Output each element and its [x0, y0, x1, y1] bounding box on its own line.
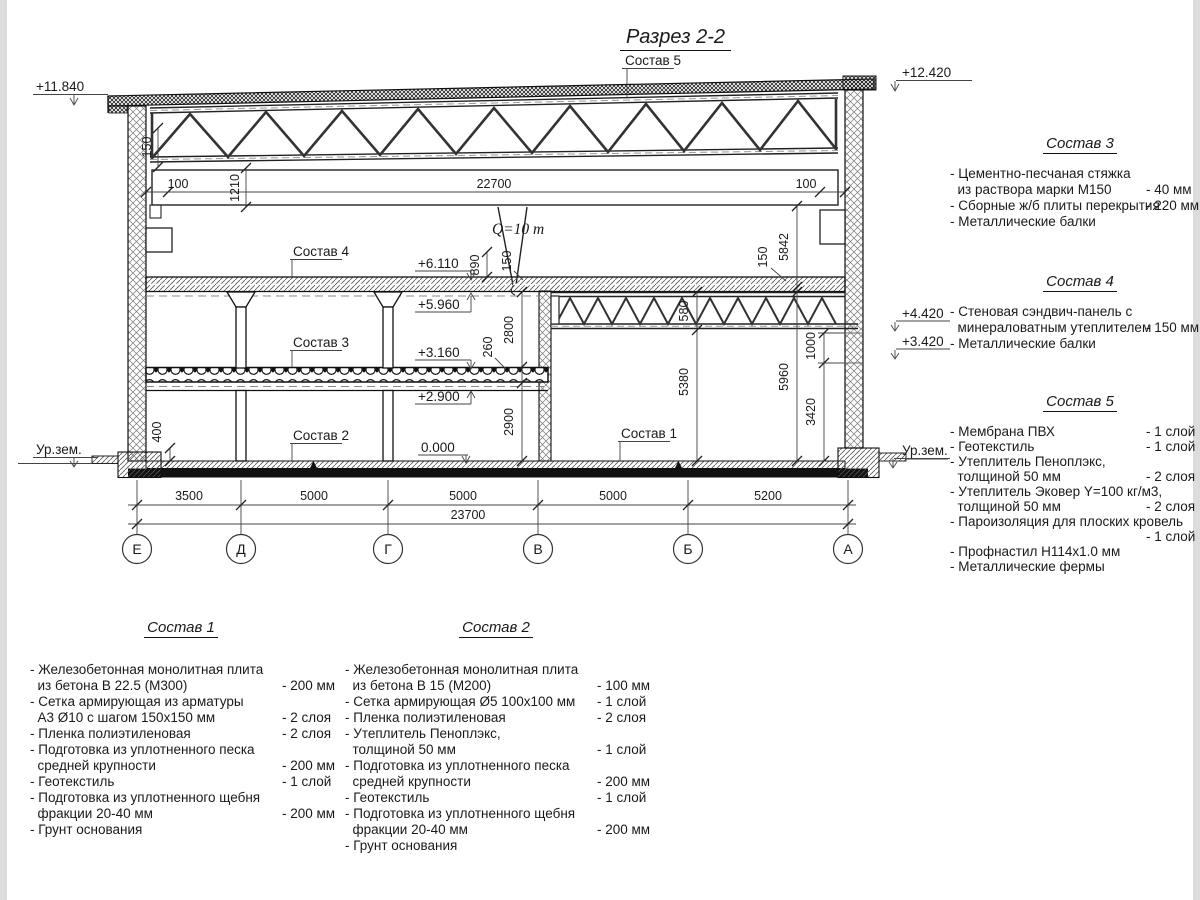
- spec-value: - 1 слой: [1146, 439, 1196, 454]
- spec-line: [950, 499, 1200, 514]
- spec-line: [345, 774, 651, 790]
- spec-line: [345, 806, 647, 822]
- dim-150-mid: 150: [500, 250, 514, 272]
- crane-beam: [141, 170, 850, 205]
- spec-text: - Металлические фермы: [950, 559, 1105, 574]
- spec-line: [950, 320, 1200, 336]
- spec-line: [30, 790, 332, 806]
- column-d-upper: [236, 307, 246, 368]
- sostav-5-panel: [950, 394, 1200, 574]
- spec-line: [345, 758, 647, 774]
- spec-value: - 2 слоя: [597, 710, 647, 725]
- spec-text: - Грунт основания: [345, 838, 458, 853]
- spec-text: - Металлические балки: [950, 336, 1096, 351]
- dim-1210: 1210: [228, 174, 242, 202]
- spec-text: средней крупности: [30, 758, 156, 773]
- spec-line: [30, 662, 332, 678]
- dim-23700: 23700: [450, 508, 486, 522]
- dim-580: 580: [677, 300, 691, 322]
- footing-right: [838, 448, 879, 478]
- spec-text: фракции 20-40 мм: [345, 822, 468, 837]
- eaves-block-left: [109, 106, 127, 113]
- label-sostav-5: Состав 5: [625, 53, 681, 68]
- ground-level-right: Ур.зем.: [902, 443, 948, 458]
- spec-line: [950, 454, 1200, 469]
- spec-text: - Профнастил Н114х1.0 мм: [950, 544, 1121, 559]
- spec-text: - Геотекстиль: [30, 774, 115, 789]
- ground-level-left: Ур.зем.: [36, 442, 82, 457]
- spec-text: - Пароизоляция для плоских кровель: [950, 514, 1184, 529]
- sostav-3-panel: [950, 136, 1200, 230]
- spec-line: [30, 806, 336, 822]
- column-d-lower: [236, 391, 246, 462]
- hook-line-1: [498, 207, 513, 285]
- label-sostav-4: Состав 4: [293, 244, 349, 259]
- dim-150-right: 150: [756, 246, 770, 268]
- spec-text: - Грунт основания: [30, 822, 143, 837]
- grid-axis-b: Б: [683, 541, 693, 557]
- spec-value: - 2 слоя: [282, 710, 332, 725]
- spec-line: [30, 726, 332, 742]
- hook-line-2: [516, 207, 527, 285]
- elev-4420: +4.420: [902, 306, 944, 321]
- label-sostav-1: Состав 1: [621, 426, 677, 441]
- spec-line: [950, 182, 1200, 198]
- dim-5842: 5842: [777, 233, 791, 261]
- spec-text: - Подготовка из уплотненного щебня: [345, 806, 576, 821]
- sostav-1-heading: Состав 1: [30, 620, 332, 636]
- spec-value: - 200 мм: [597, 774, 651, 789]
- screed-band: [146, 461, 845, 469]
- spec-line: [950, 544, 1200, 559]
- spec-text: - Мембрана ПВХ: [950, 424, 1055, 439]
- dim-1000: 1000: [804, 332, 818, 360]
- spec-value: - 2 слоя: [282, 726, 332, 741]
- spec-text: - Металлические балки: [950, 214, 1096, 229]
- capital-g: [374, 292, 402, 307]
- crane-capacity-label: Q=10 т: [492, 221, 545, 238]
- column-g-upper: [383, 307, 393, 368]
- spec-value: - 1 слой: [597, 694, 647, 709]
- dim-5380: 5380: [677, 368, 691, 396]
- spec-line: [950, 514, 1200, 529]
- sostav-4-items: [950, 304, 1200, 352]
- dim-150-left: 150: [140, 136, 154, 158]
- spec-value: - 1 слой: [282, 774, 332, 789]
- rtruss-diagonals: [556, 298, 836, 324]
- grid-axis-a: А: [843, 541, 853, 557]
- spec-value: - 40 мм: [1146, 182, 1192, 197]
- grid-axis-e: Е: [132, 541, 142, 557]
- spec-text: средней крупности: [345, 774, 471, 789]
- spec-line: [950, 304, 1200, 320]
- elev-0000: 0.000: [421, 440, 455, 455]
- spec-text: из бетона В 22.5 (М300): [30, 678, 188, 693]
- sostav-3-items: [950, 166, 1200, 230]
- spec-value: - 2 слоя: [1146, 469, 1196, 484]
- spec-text: - Геотекстиль: [345, 790, 430, 805]
- spec-line: [345, 838, 647, 854]
- drawing-title: [558, 26, 793, 49]
- spec-text: - Железобетонная монолитная плита: [30, 662, 264, 677]
- rtruss-seat-left: [551, 296, 559, 324]
- spec-text: минераловатным утеплителем: [950, 320, 1152, 335]
- dim-400: 400: [150, 421, 164, 443]
- spec-text: фракции 20-40 мм: [30, 806, 153, 821]
- dim-2800: 2800: [502, 316, 516, 344]
- spec-text: толщиной 50 мм: [345, 742, 456, 757]
- spec-text: толщиной 50 мм: [950, 499, 1061, 514]
- spec-value: - 200 мм: [597, 822, 651, 837]
- spec-line: [950, 529, 1200, 544]
- sostav-2-heading: Состав 2: [345, 620, 647, 636]
- spec-value: - 1 слой: [1146, 529, 1196, 544]
- truss-bottom-chord-2: [150, 153, 838, 162]
- spec-line: [950, 198, 1200, 214]
- spec-text: толщиной 50 мм: [950, 469, 1061, 484]
- spec-value: - 220 мм: [1146, 198, 1200, 213]
- truss-bottom-chord: [150, 148, 838, 157]
- wall-left: [128, 106, 146, 461]
- corbel-left: [146, 228, 172, 252]
- grid-axis-d: Д: [236, 541, 246, 557]
- dim-5000-2: 5000: [449, 489, 477, 503]
- sostav-5-items: [950, 424, 1200, 574]
- spec-line: [950, 424, 1200, 439]
- spec-line: [345, 742, 647, 758]
- spec-text: - Сетка армирующая Ø5 100х100 мм: [345, 694, 576, 709]
- spec-value: - 1 слой: [1146, 424, 1196, 439]
- dimensions-bottom: [128, 480, 856, 534]
- spec-line: [950, 484, 1200, 499]
- spec-line: [345, 790, 647, 806]
- spec-line: [30, 774, 332, 790]
- spec-line: [950, 559, 1200, 574]
- dim-100-left: 100: [167, 177, 189, 191]
- spec-line: [950, 336, 1200, 352]
- dim-2900: 2900: [502, 408, 516, 436]
- spec-line: [30, 694, 332, 710]
- dim-3420: 3420: [804, 398, 818, 426]
- spec-line: [345, 694, 647, 710]
- column-g-lower: [383, 391, 393, 462]
- sostav-3-heading: Состав 3: [950, 136, 1200, 152]
- spec-value: - 200 мм: [282, 758, 336, 773]
- parapet-right: [843, 76, 876, 90]
- spec-value: - 200 мм: [282, 806, 336, 821]
- dim-100-right: 100: [795, 177, 817, 191]
- spec-text: - Стеновая сэндвич-панель с: [950, 304, 1133, 319]
- grid-axis-g: Г: [384, 541, 392, 557]
- dim-5200: 5200: [754, 489, 782, 503]
- spec-text: - Цементно-песчаная стяжка: [950, 166, 1131, 181]
- spec-line: [950, 469, 1200, 484]
- spec-value: - 200 мм: [282, 678, 336, 693]
- spec-line: [345, 678, 651, 694]
- spec-line: [345, 822, 651, 838]
- footing-left: [118, 452, 161, 478]
- spec-line: [345, 662, 647, 678]
- hollow-core-band: [146, 368, 548, 383]
- spec-value: - 1 слой: [597, 742, 647, 757]
- composition-leaders: [290, 53, 681, 461]
- spec-line: [950, 439, 1200, 454]
- right-truss: [551, 293, 858, 329]
- elev-3160: +3.160: [418, 345, 460, 360]
- spec-line: [30, 742, 332, 758]
- roof-slab: [108, 79, 874, 106]
- dim-890: 890: [468, 254, 482, 276]
- sostav-1-panel: [30, 619, 336, 838]
- elev-3420: +3.420: [902, 334, 944, 349]
- dim-5000-3: 5000: [599, 489, 627, 503]
- capital-d: [227, 292, 255, 307]
- spec-line: [950, 214, 1200, 230]
- bearing-left: [150, 205, 161, 218]
- sostav-2-items: [345, 662, 651, 854]
- wall-right: [845, 90, 863, 448]
- spec-line: [30, 822, 332, 838]
- spec-value: - 150 мм: [1146, 320, 1200, 335]
- label-sostav-2: Состав 2: [293, 428, 349, 443]
- floor-3160: [146, 368, 548, 391]
- dim-260: 260: [481, 336, 495, 358]
- spec-text: - Утеплитель Пеноплэкс,: [950, 454, 1106, 469]
- spec-text: - Железобетонная монолитная плита: [345, 662, 579, 677]
- spec-text: - Подготовка из уплотненного щебня: [30, 790, 261, 805]
- spec-text: - Утеплитель Эковер Y=100 кг/м3,: [950, 484, 1163, 499]
- dim-5960: 5960: [777, 363, 791, 391]
- slab-band: [128, 469, 868, 478]
- spec-text: - Утеплитель Пеноплэкс,: [345, 726, 501, 741]
- elev-11840: +11.840: [36, 79, 85, 94]
- spec-text: - Подготовка из уплотненного песка: [345, 758, 570, 773]
- spec-text: - Подготовка из уплотненного песка: [30, 742, 255, 757]
- dim-22700: 22700: [476, 177, 512, 191]
- label-sostav-3: Состав 3: [293, 335, 349, 350]
- spec-line: [30, 710, 332, 726]
- elev-5960: +5.960: [418, 297, 460, 312]
- spec-text: из раствора марки М150: [950, 182, 1112, 197]
- spec-text: А3 Ø10 с шагом 150х150 мм: [30, 710, 216, 725]
- ground-floor: [128, 461, 868, 478]
- drawing-title-text: Разрез 2-2: [620, 26, 731, 51]
- spec-value: - 1 слой: [597, 790, 647, 805]
- sostav-4-panel: [950, 274, 1200, 352]
- spec-text: - Пленка полиэтиленовая: [30, 726, 191, 741]
- spec-line: [345, 726, 647, 742]
- elev-12420: +12.420: [902, 65, 952, 80]
- spec-line: [30, 678, 336, 694]
- spec-text: - Сборные ж/б плиты перекрытия: [950, 198, 1160, 213]
- spec-value: - 2 слоя: [1146, 499, 1196, 514]
- corbel-right: [820, 210, 845, 244]
- spec-value: - 100 мм: [597, 678, 651, 693]
- sostav-5-heading: Состав 5: [950, 394, 1200, 410]
- sostav-1-items: [30, 662, 336, 838]
- elev-2900: +2.900: [418, 389, 460, 404]
- elev-6110: +6.110: [418, 256, 459, 271]
- sostav-4-heading: Состав 4: [950, 274, 1200, 290]
- dim-5000-1: 5000: [300, 489, 328, 503]
- spec-line: [345, 710, 647, 726]
- spec-line: [30, 758, 336, 774]
- spec-text: - Пленка полиэтиленовая: [345, 710, 506, 725]
- spec-text: - Геотекстиль: [950, 439, 1035, 454]
- spec-line: [950, 166, 1200, 182]
- spec-text: из бетона В 15 (М200): [345, 678, 492, 693]
- sostav-2-panel: [345, 619, 651, 854]
- grid-axes: [123, 535, 863, 564]
- grid-axis-v: В: [533, 541, 543, 557]
- dim-3500: 3500: [175, 489, 203, 503]
- spec-text: - Сетка армирующая из арматуры: [30, 694, 244, 709]
